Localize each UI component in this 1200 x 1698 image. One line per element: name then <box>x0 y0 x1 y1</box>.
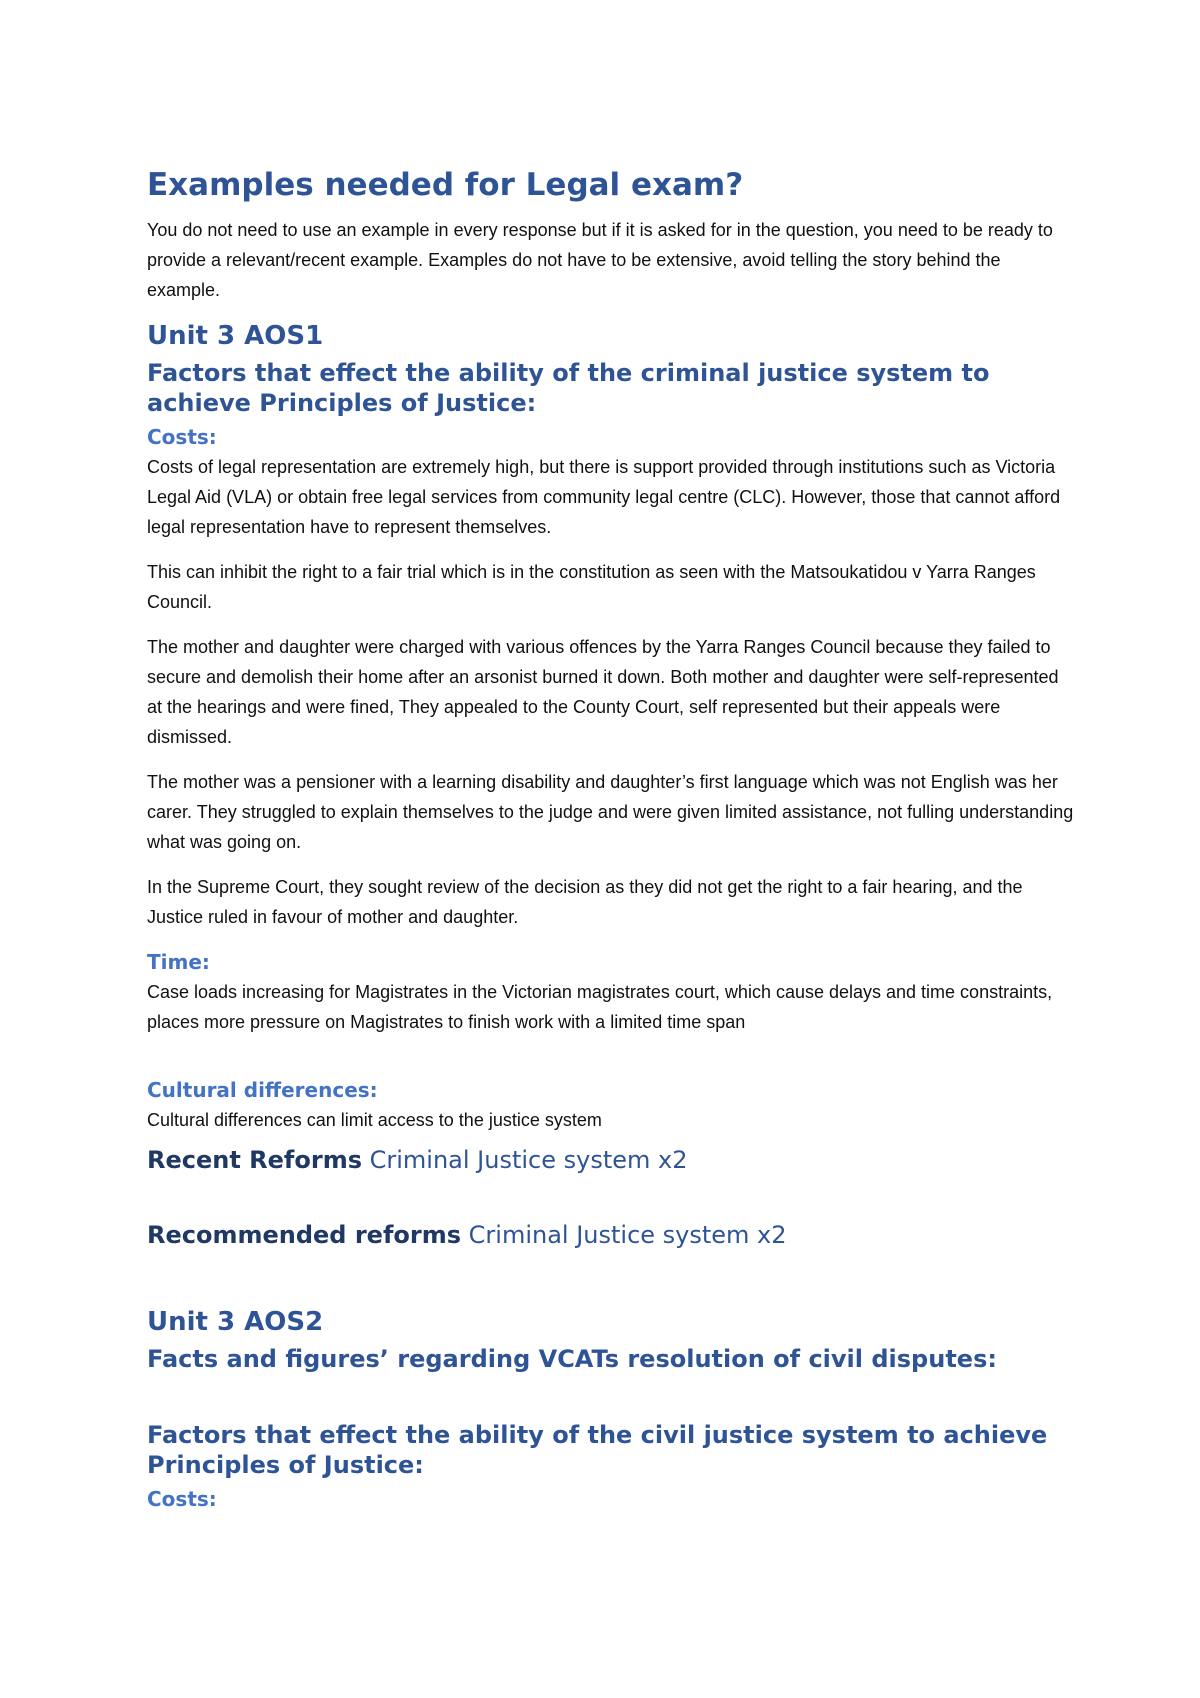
costs-paragraph-2: This can inhibit the right to a fair trial which is in the constitution as seen with the Matsoukatidou v Yarra Ranges Council. <box>147 562 1036 613</box>
document-content <box>147 166 1077 1514</box>
civil-factors-heading: Factors that effect the ability of the civil justice system to achieve Principles of Justice: <box>147 1421 1048 1480</box>
cultural-paragraph: Cultural differences can limit access to the justice system <box>147 1110 602 1131</box>
recent-reforms-rest: Criminal Justice system x2 <box>362 1146 688 1175</box>
costs-paragraph-3: The mother and daughter were charged with various offences by the Yarra Ranges Council because they failed to secure and demolish their home after an arsonist burned it down. Both mother and daughter were self-represented at the hearings and were fined, They appealed to the County Court, self represented but their appeals were dismissed. <box>147 637 1059 748</box>
time-heading: Time: <box>147 950 210 975</box>
recent-reforms-bold: Recent Reforms <box>147 1146 362 1175</box>
costs-paragraph-4: The mother was a pensioner with a learning disability and daughter’s first language which was not English was her carer. They struggled to explain themselves to the judge and were given limited assistance, not fulling understanding what was going on. <box>147 772 1074 853</box>
vcat-facts-heading: Facts and figures’ regarding VCATs resolution of civil disputes: <box>147 1345 997 1374</box>
civil-costs-heading: Costs: <box>147 1487 217 1512</box>
costs-paragraph-5: In the Supreme Court, they sought review of the decision as they did not get the right to a fair hearing, and the Justice ruled in favour of mother and daughter. <box>147 877 1023 928</box>
recent-reforms-heading <box>147 1145 1077 1176</box>
recommended-reforms-heading <box>147 1220 1077 1251</box>
criminal-factors-heading: Factors that effect the ability of the criminal justice system to achieve Principles of Justice: <box>147 359 990 418</box>
unit3-aos1-heading: Unit 3 AOS1 <box>147 320 324 351</box>
costs-heading: Costs: <box>147 425 217 450</box>
recommended-reforms-rest: Criminal Justice system x2 <box>461 1221 787 1250</box>
recommended-reforms-bold: Recommended reforms <box>147 1221 462 1250</box>
time-paragraph: Case loads increasing for Magistrates in the Victorian magistrates court, which cause delays and time constraints, places more pressure on Magistrates to finish work with a limited time span <box>147 982 1053 1033</box>
document-title: Examples needed for Legal exam? <box>147 167 744 203</box>
costs-paragraph-1: Costs of legal representation are extremely high, but there is support provided through institutions such as Victoria Legal Aid (VLA) or obtain free legal services from community legal centre (CLC). However, those that cannot afford legal representation have to represent themselves. <box>147 457 1061 538</box>
unit3-aos2-heading: Unit 3 AOS2 <box>147 1306 324 1337</box>
intro-paragraph: You do not need to use an example in every response but if it is asked for in the question, you need to be ready to provide a relevant/recent example. Examples do not have to be extensive, avoid telling the story behind the example. <box>147 219 1053 300</box>
cultural-heading: Cultural differences: <box>147 1078 378 1103</box>
